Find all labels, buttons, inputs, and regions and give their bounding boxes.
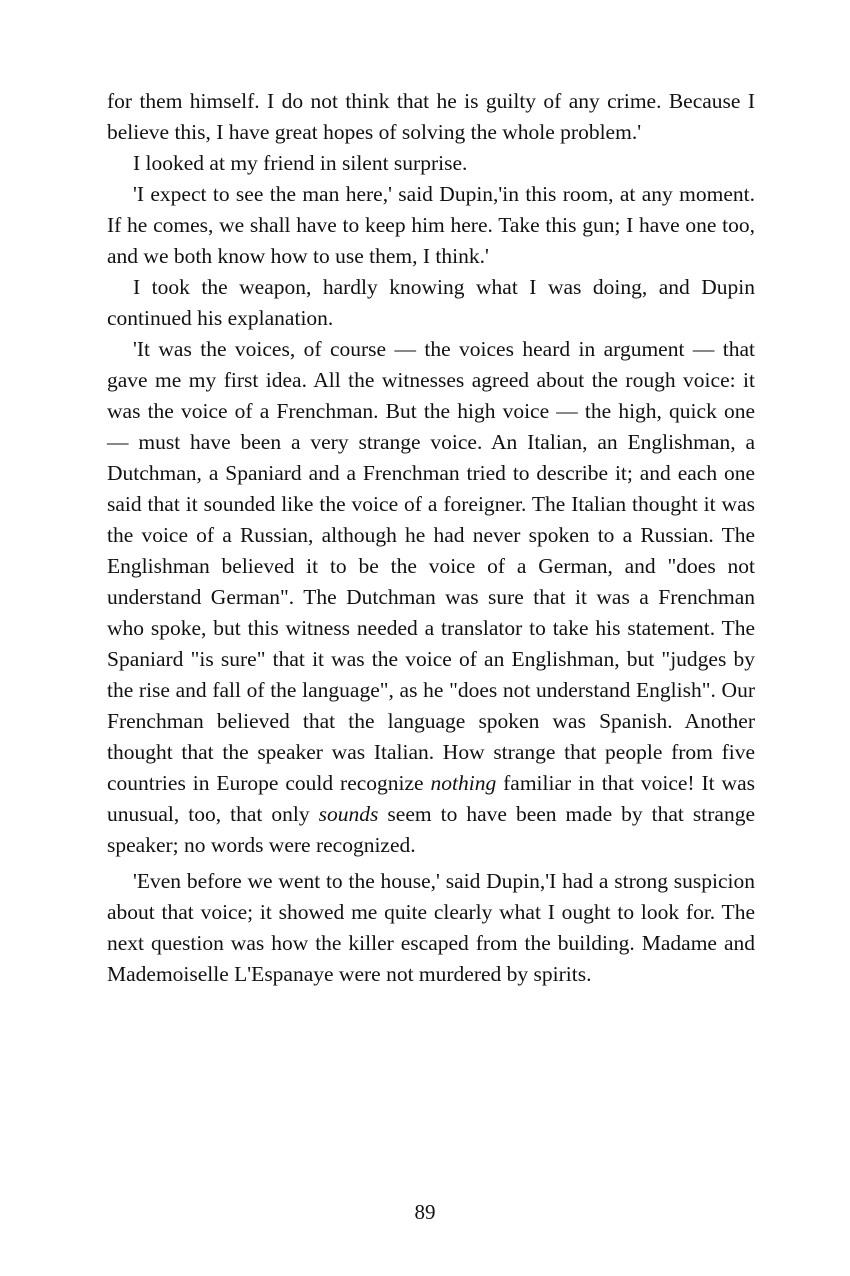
- paragraph-text: 'It was the voices, of course — the voices heard in argument — that gave me my first idea. All the witnesses agreed about the rough voice: it was the voice of a Frenchman. But the high voice — the high, quick one — must have been a very strange voice. An Italian, an Englishman, a Dutchman, a Spaniard and a Frenchman tried to describe it; and each one said that it sounded like the voice of a foreigner. The Italian thought it was the voice of a Russian, although he had never spoken to a Russian. The Englishman believed it to be the voice of a German, and "does not understand German". The Dutchman was sure that it was a Frenchman who spoke, but this witness needed a translator to take his statement. The Spaniard "is sure" that it was the voice of an Englishman, but "judges by the rise and fall of the language", as he "does not understand English". Our Frenchman believed that the language spoken was Spanish. Another thought that the speaker was Italian. How strange that people from five countries in Europe could recognize: [107, 337, 755, 795]
- paragraph-silent-surprise: [107, 148, 755, 179]
- paragraph-text: 'I expect to see the man here,' said Dupin,'in this room, at any moment. If he comes, we shall have to keep him here. Take this gun; I have one too, and we both know how to use them, I think.': [107, 182, 755, 268]
- paragraph-text: for them himself. I do not think that he is guilty of any crime. Because I believe this, I have great hopes of solving the whole problem.': [107, 89, 755, 144]
- paragraph-text: I looked at my friend in silent surprise.: [133, 151, 468, 175]
- body-text: [107, 86, 755, 990]
- italic-text: nothing: [430, 771, 497, 795]
- paragraph-text: seem to have been made by that strange speaker; no words were recognized.: [107, 802, 755, 857]
- paragraph-text: I took the weapon, hardly knowing what I was doing, and Dupin continued his explanation.: [107, 275, 755, 330]
- page-number: 89: [414, 1200, 436, 1224]
- paragraph-expect-man: [107, 179, 755, 272]
- paragraph-continuation: [107, 86, 755, 148]
- paragraph-took-weapon: [107, 272, 755, 334]
- paragraph-text: familiar in that voice! It was unusual, too, that only: [107, 771, 755, 826]
- paragraph-before-house: [107, 866, 755, 990]
- italic-text: sounds: [318, 802, 379, 826]
- paragraph-voices: [107, 334, 755, 861]
- paragraph-text: 'Even before we went to the house,' said Dupin,'I had a strong suspicion about that voice; it showed me quite clearly what I ought to look for. The next question was how the killer escaped from the building. Madame and Mademoiselle L'Espanaye were not murdered by spirits.: [107, 869, 755, 986]
